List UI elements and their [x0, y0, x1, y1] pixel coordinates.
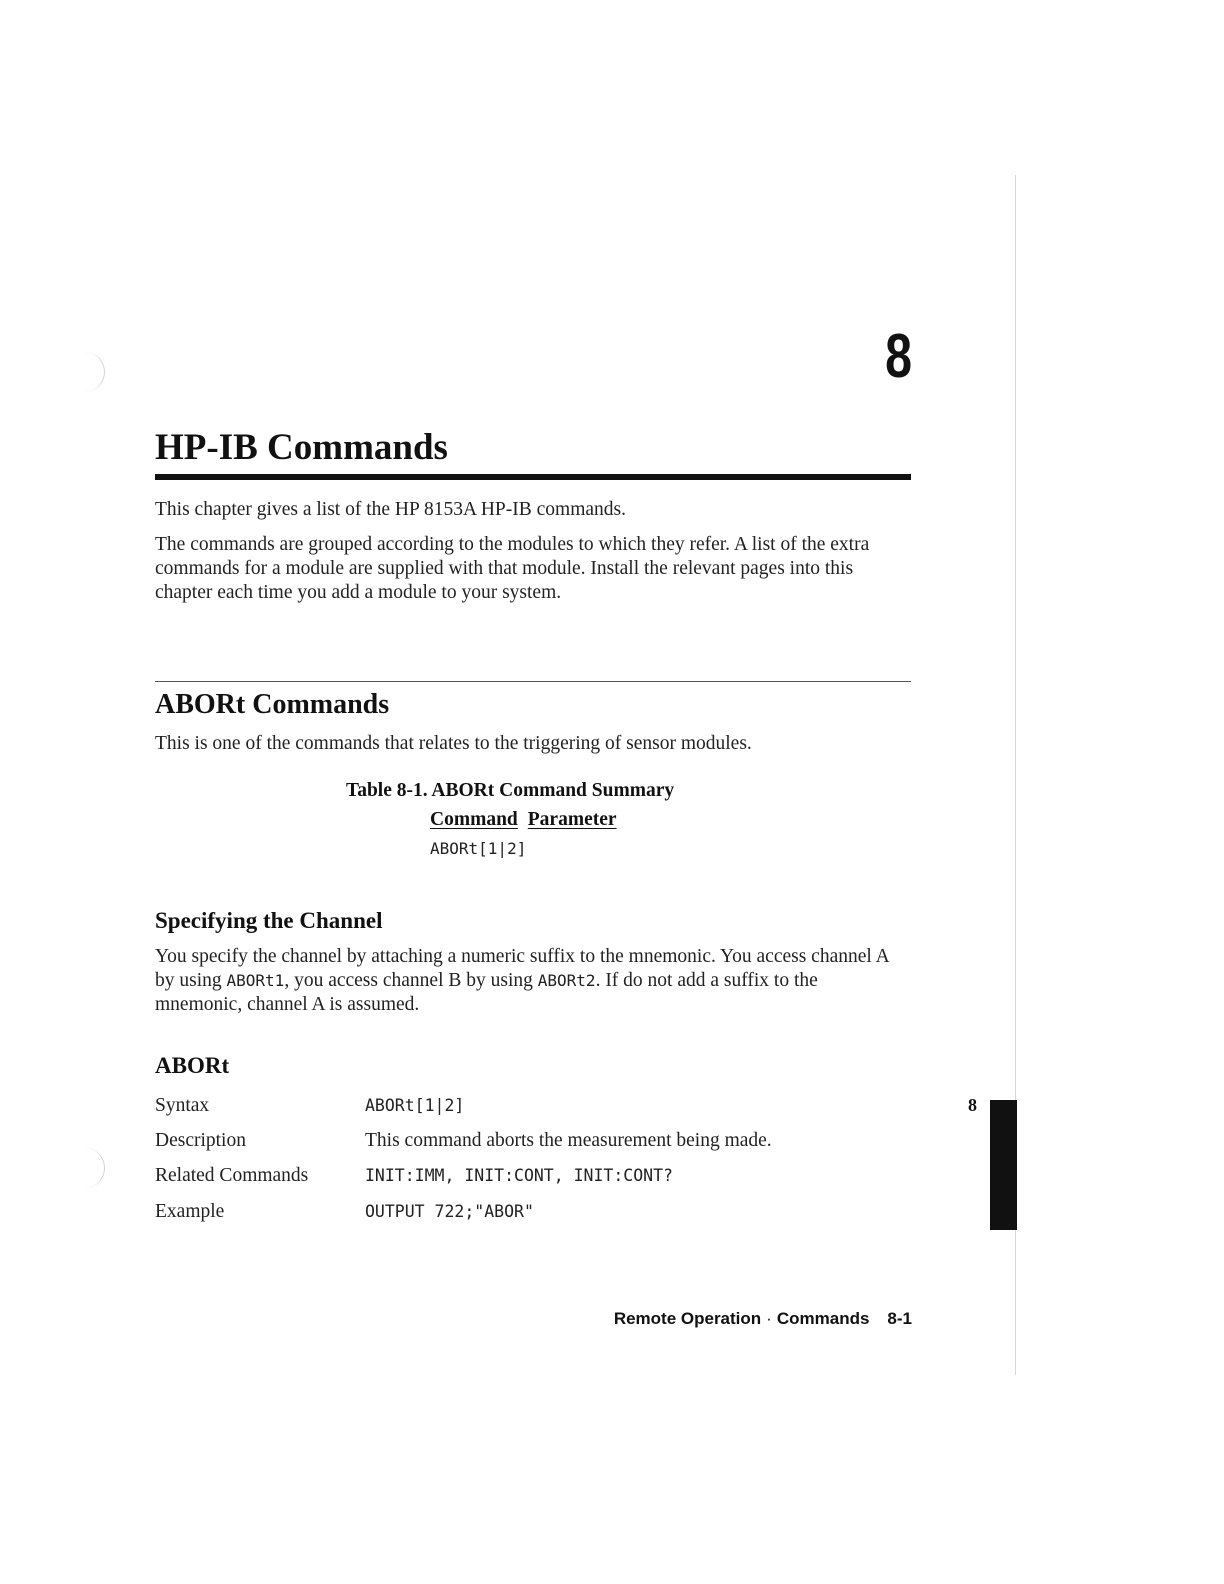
channel-code: ABORt1	[226, 971, 285, 990]
related-commands-value: INIT:IMM, INIT:CONT, INIT:CONT?	[365, 1166, 673, 1185]
footer-section: Remote Operation	[613, 1309, 762, 1328]
footer-chapter: Commands	[776, 1309, 870, 1328]
related-commands-label: Related Commands	[155, 1165, 309, 1186]
punch-hole	[68, 352, 105, 392]
table-header-row	[430, 808, 617, 832]
section-divider	[155, 681, 911, 682]
channel-paragraph	[155, 945, 907, 1017]
table-caption: Table 8-1. ABORt Command Summary	[346, 780, 675, 801]
syntax-value: ABORt[1|2]	[365, 1096, 465, 1115]
table-header-parameter: Parameter	[527, 809, 617, 830]
table-header-command: Command	[430, 809, 518, 830]
description-value: This command aborts the measurement being made.	[365, 1130, 772, 1151]
thumb-tab-number: 8	[968, 1095, 977, 1115]
channel-code: ABORt2	[537, 971, 596, 990]
chapter-title: HP-IB Commands	[155, 427, 448, 468]
page-footer	[560, 1308, 912, 1330]
section-intro: This is one of the commands that relates to the triggering of sensor modules.	[155, 733, 752, 754]
channel-text: , you access channel B by using	[284, 970, 538, 991]
example-label: Example	[155, 1201, 225, 1222]
example-value: OUTPUT 722;"ABOR"	[365, 1202, 534, 1221]
footer-page-number: 8-1	[887, 1309, 912, 1328]
command-title: ABORt	[155, 1053, 230, 1078]
punch-hole	[68, 1148, 105, 1188]
chapter-number: 8	[885, 322, 912, 391]
section-title: ABORt Commands	[155, 689, 390, 720]
syntax-label: Syntax	[155, 1095, 210, 1116]
channel-text: You specify the channel by attaching a numeric suffix to the mnemonic. You access channel A by using	[155, 946, 889, 991]
chapter-intro-paragraph: The commands are grouped according to the modules to which they refer. A list of the extra commands for a module are supplied with that module. Install the relevant pages into this chapter each time you add a module to your system.	[155, 534, 870, 603]
thumb-tab-marker	[990, 1100, 1017, 1230]
description-label: Description	[155, 1130, 246, 1151]
subsection-title: Specifying the Channel	[155, 908, 383, 933]
table-cell-command: ABORt[1|2]	[430, 839, 527, 858]
chapter-title-rule	[155, 474, 911, 480]
chapter-intro-paragraph: This chapter gives a list of the HP 8153A HP-IB commands.	[155, 499, 627, 520]
channel-text: . If do not add a suffix to the mnemonic, channel A is assumed.	[155, 970, 818, 1015]
footer-separator: ·	[766, 1309, 772, 1328]
